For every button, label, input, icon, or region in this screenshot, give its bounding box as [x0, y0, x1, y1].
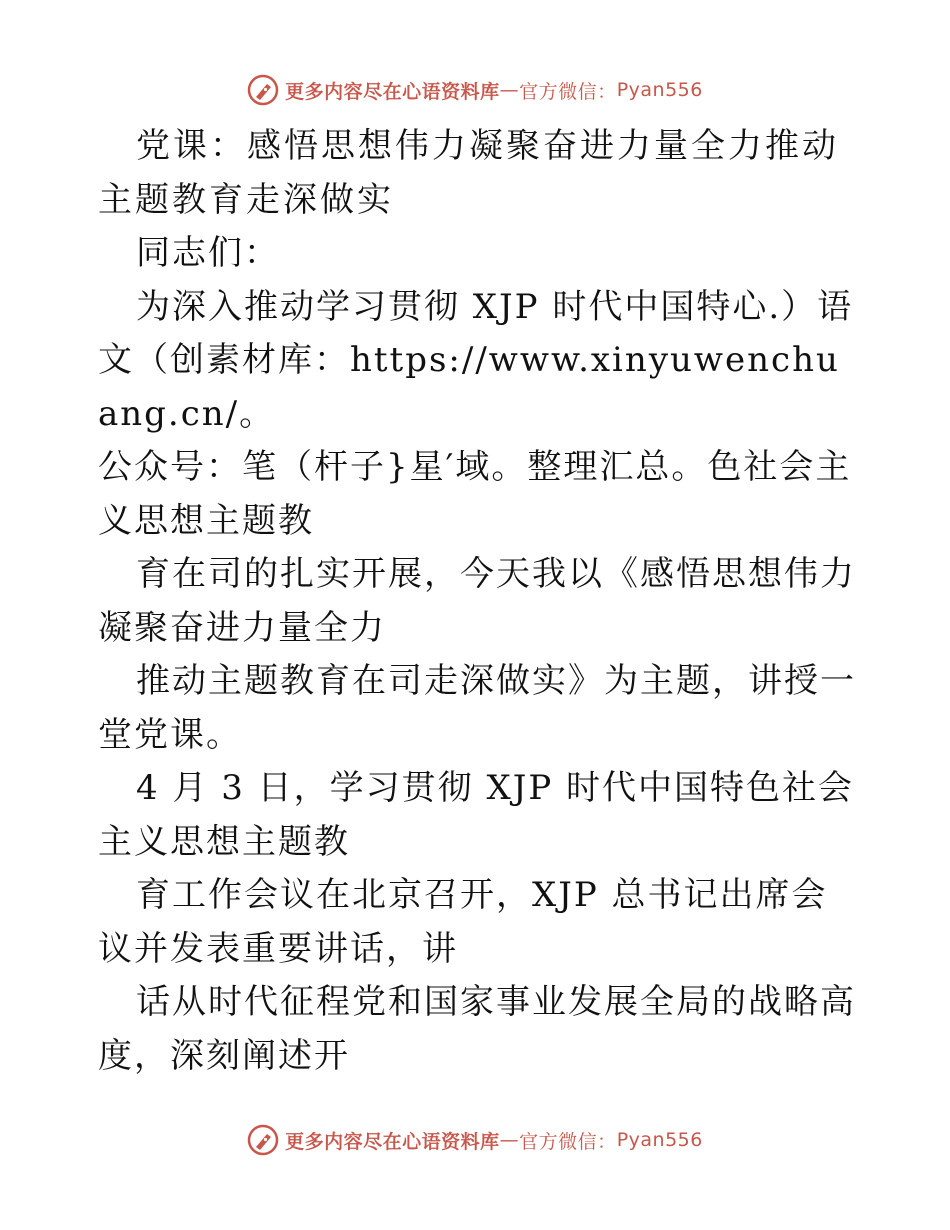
- watermark-separator: —: [499, 79, 520, 101]
- watermark-label: 官方微信：: [519, 1130, 617, 1153]
- paragraph: 育在司的扎实开展，今天我以《感悟思想伟力凝聚奋进力量全力: [98, 554, 856, 648]
- paragraph: 话从时代征程党和国家事业发展全局的战略高度，深刻阐述开: [98, 982, 856, 1076]
- watermark-text: 更多内容尽在心语资料库: [285, 1130, 500, 1153]
- watermark-banner-bottom: [0, 1120, 950, 1160]
- watermark-wechat-id: Pyan556: [616, 1129, 703, 1151]
- paragraph: 育工作会议在北京召开，XJP 总书记出席会议并发表重要讲话，讲: [98, 875, 828, 969]
- watermark-wechat-id: Pyan556: [616, 79, 703, 101]
- watermark-text: 更多内容尽在心语资料库: [285, 80, 500, 103]
- watermark-banner-top: [0, 70, 950, 110]
- document-body: [98, 120, 858, 1083]
- paragraph: 为深入推动学习贯彻 XJP 时代中国特心.）语文（创素材库：https://www.xinyuwenchuang.cn/。: [98, 286, 854, 434]
- paragraph: 同志们：: [136, 233, 280, 273]
- watermark-label: 官方微信：: [519, 80, 617, 103]
- paragraph: 公众号：笔（杆子}星′域。整理汇总。色社会主义思想主题教: [98, 447, 852, 541]
- watermark-separator: —: [499, 1129, 520, 1151]
- paragraph: 推动主题教育在司走深做实》为主题，讲授一堂党课。: [98, 661, 856, 755]
- document-title: 党课：感悟思想伟力凝聚奋进力量全力推动主题教育走深做实: [98, 126, 839, 220]
- pen-nib-icon: [247, 1124, 279, 1156]
- pen-nib-icon: [247, 74, 279, 106]
- paragraph: 4 月 3 日，学习贯彻 XJP 时代中国特色社会主义思想主题教: [98, 768, 855, 862]
